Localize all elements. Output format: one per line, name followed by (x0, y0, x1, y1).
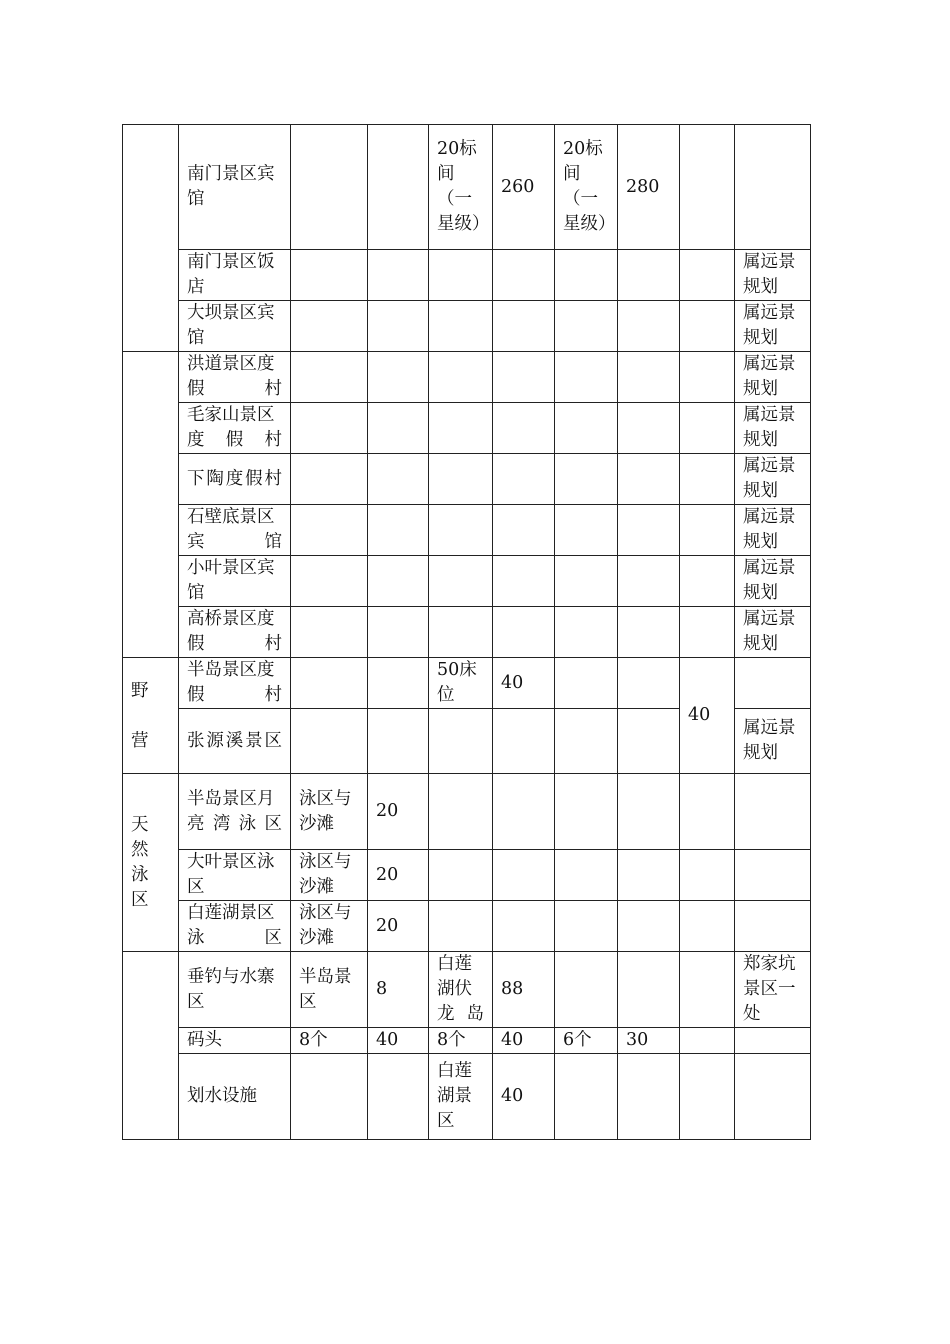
table-row (123, 658, 811, 709)
cell: 260 (493, 125, 555, 250)
note-cell: 属远景规划 (735, 454, 811, 505)
note-cell: 属远景规划 (735, 556, 811, 607)
cell: 88 (493, 952, 555, 1028)
cell: 白莲湖伏龙岛 (429, 952, 493, 1028)
facility-table (122, 124, 811, 1140)
category-cell: 天 然 泳 区 (123, 774, 179, 952)
cell: 20 (368, 901, 429, 952)
note-cell: 属远景规划 (735, 250, 811, 301)
cell: 泳区与沙滩 (291, 850, 368, 901)
note-cell: 郑家坑景区一处 (735, 952, 811, 1028)
cell: 30 (618, 1028, 680, 1054)
cell: 280 (618, 125, 680, 250)
category-cell (123, 125, 179, 352)
table-row (123, 952, 811, 1028)
cell: 8 (368, 952, 429, 1028)
table-row (123, 250, 811, 301)
cell: 6个 (555, 1028, 618, 1054)
cell: 泳区与沙滩 (291, 901, 368, 952)
facility-name: 小叶景区宾馆 (179, 556, 291, 607)
facility-name: 半岛景区度假村 (179, 658, 291, 709)
note-cell: 属远景规划 (735, 301, 811, 352)
table-row (123, 774, 811, 850)
cell: 40 (493, 1054, 555, 1140)
cell: 40 (368, 1028, 429, 1054)
note-cell: 属远景规划 (735, 709, 811, 774)
facility-name: 划水设施 (179, 1054, 291, 1140)
table-row (123, 1028, 811, 1054)
cell: 50床位 (429, 658, 493, 709)
cell: 8个 (429, 1028, 493, 1054)
table-row (123, 607, 811, 658)
facility-name: 垂钓与水寨区 (179, 952, 291, 1028)
table-row (123, 850, 811, 901)
merged-cell: 40 (680, 658, 735, 774)
category-cell: 野 营 (123, 658, 179, 774)
facility-name: 大坝景区宾馆 (179, 301, 291, 352)
cell: 20标间（一星级） (429, 125, 493, 250)
table-row (123, 125, 811, 250)
facility-name: 张源溪景区 (179, 709, 291, 774)
category-cell (123, 352, 179, 658)
facility-name: 毛家山景区度假村 (179, 403, 291, 454)
facility-name: 码头 (179, 1028, 291, 1054)
facility-name: 大叶景区泳区 (179, 850, 291, 901)
cell: 泳区与沙滩 (291, 774, 368, 850)
table-row (123, 301, 811, 352)
cell: 半岛景区 (291, 952, 368, 1028)
cell: 20 (368, 774, 429, 850)
cell: 白莲湖景区 (429, 1054, 493, 1140)
cell: 20标间（一星级） (555, 125, 618, 250)
cell: 20 (368, 850, 429, 901)
facility-name: 洪道景区度假村 (179, 352, 291, 403)
table-row (123, 454, 811, 505)
note-cell (735, 125, 811, 250)
facility-name: 石壁底景区宾馆 (179, 505, 291, 556)
cell (680, 125, 735, 250)
table-row (123, 403, 811, 454)
cell (368, 125, 429, 250)
table-row (123, 901, 811, 952)
table-row (123, 1054, 811, 1140)
note-cell (735, 658, 811, 709)
facility-name: 南门景区宾馆 (179, 125, 291, 250)
cell: 40 (493, 658, 555, 709)
facility-name: 半岛景区月亮湾泳区 (179, 774, 291, 850)
note-cell: 属远景规划 (735, 505, 811, 556)
table-row (123, 505, 811, 556)
facility-name: 白莲湖景区泳区 (179, 901, 291, 952)
facility-name: 下陶度假村 (179, 454, 291, 505)
facility-name: 高桥景区度假村 (179, 607, 291, 658)
category-cell (123, 952, 179, 1140)
note-cell: 属远景规划 (735, 607, 811, 658)
table-row (123, 556, 811, 607)
cell: 40 (493, 1028, 555, 1054)
note-cell: 属远景规划 (735, 403, 811, 454)
cell (291, 125, 368, 250)
cell: 8个 (291, 1028, 368, 1054)
table-row (123, 352, 811, 403)
note-cell: 属远景规划 (735, 352, 811, 403)
facility-name: 南门景区饭店 (179, 250, 291, 301)
